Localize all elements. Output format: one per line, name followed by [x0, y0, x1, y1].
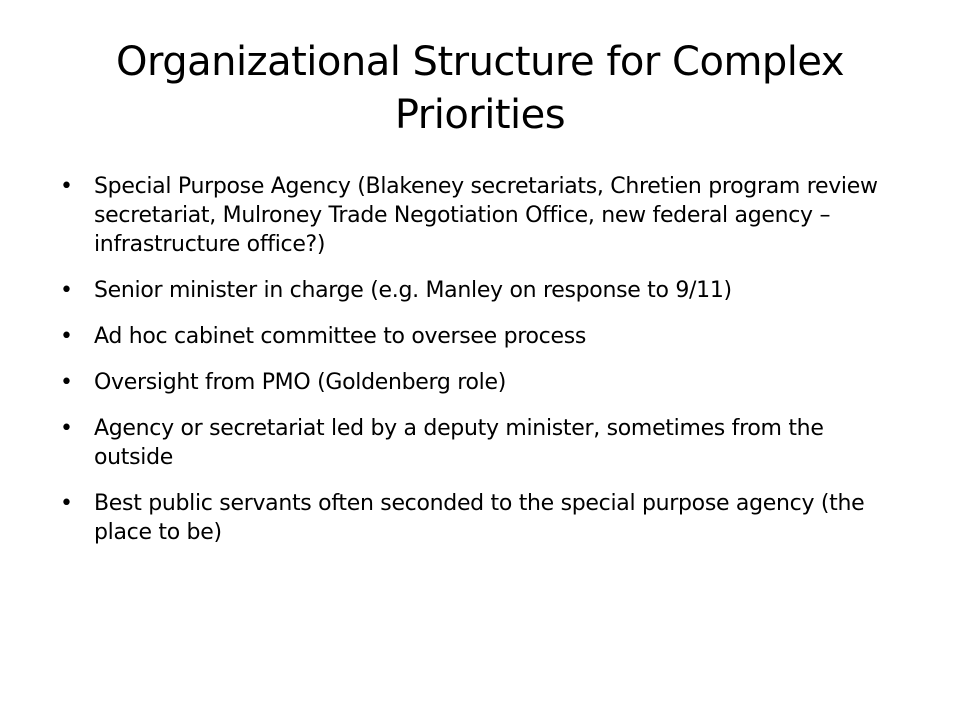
bullet-icon: •	[60, 324, 73, 349]
bullet-text: Senior minister in charge (e.g. Manley on response to 9/11)	[94, 278, 732, 303]
bullet-item	[60, 172, 880, 259]
bullet-text: Agency or secretariat led by a deputy minister, sometimes from the outside	[94, 416, 824, 470]
bullet-list	[60, 172, 880, 564]
bullet-item	[60, 322, 880, 351]
bullet-icon: •	[60, 370, 73, 395]
bullet-text: Special Purpose Agency (Blakeney secretariats, Chretien program review secretariat, Mulroney Trade Negotiation Office, new federal agency – infrastructure office?)	[94, 174, 878, 257]
bullet-icon: •	[60, 416, 73, 441]
bullet-item	[60, 414, 880, 472]
bullet-item	[60, 368, 880, 397]
bullet-item	[60, 276, 880, 305]
bullet-text: Best public servants often seconded to the special purpose agency (the place to be)	[94, 491, 865, 545]
bullet-item	[60, 489, 880, 547]
bullet-text: Ad hoc cabinet committee to oversee process	[94, 324, 587, 349]
bullet-icon: •	[60, 174, 73, 199]
bullet-icon: •	[60, 491, 73, 516]
slide-title: Organizational Structure for Complex Priorities	[115, 39, 844, 138]
bullet-icon: •	[60, 278, 73, 303]
bullet-text: Oversight from PMO (Goldenberg role)	[94, 370, 506, 395]
